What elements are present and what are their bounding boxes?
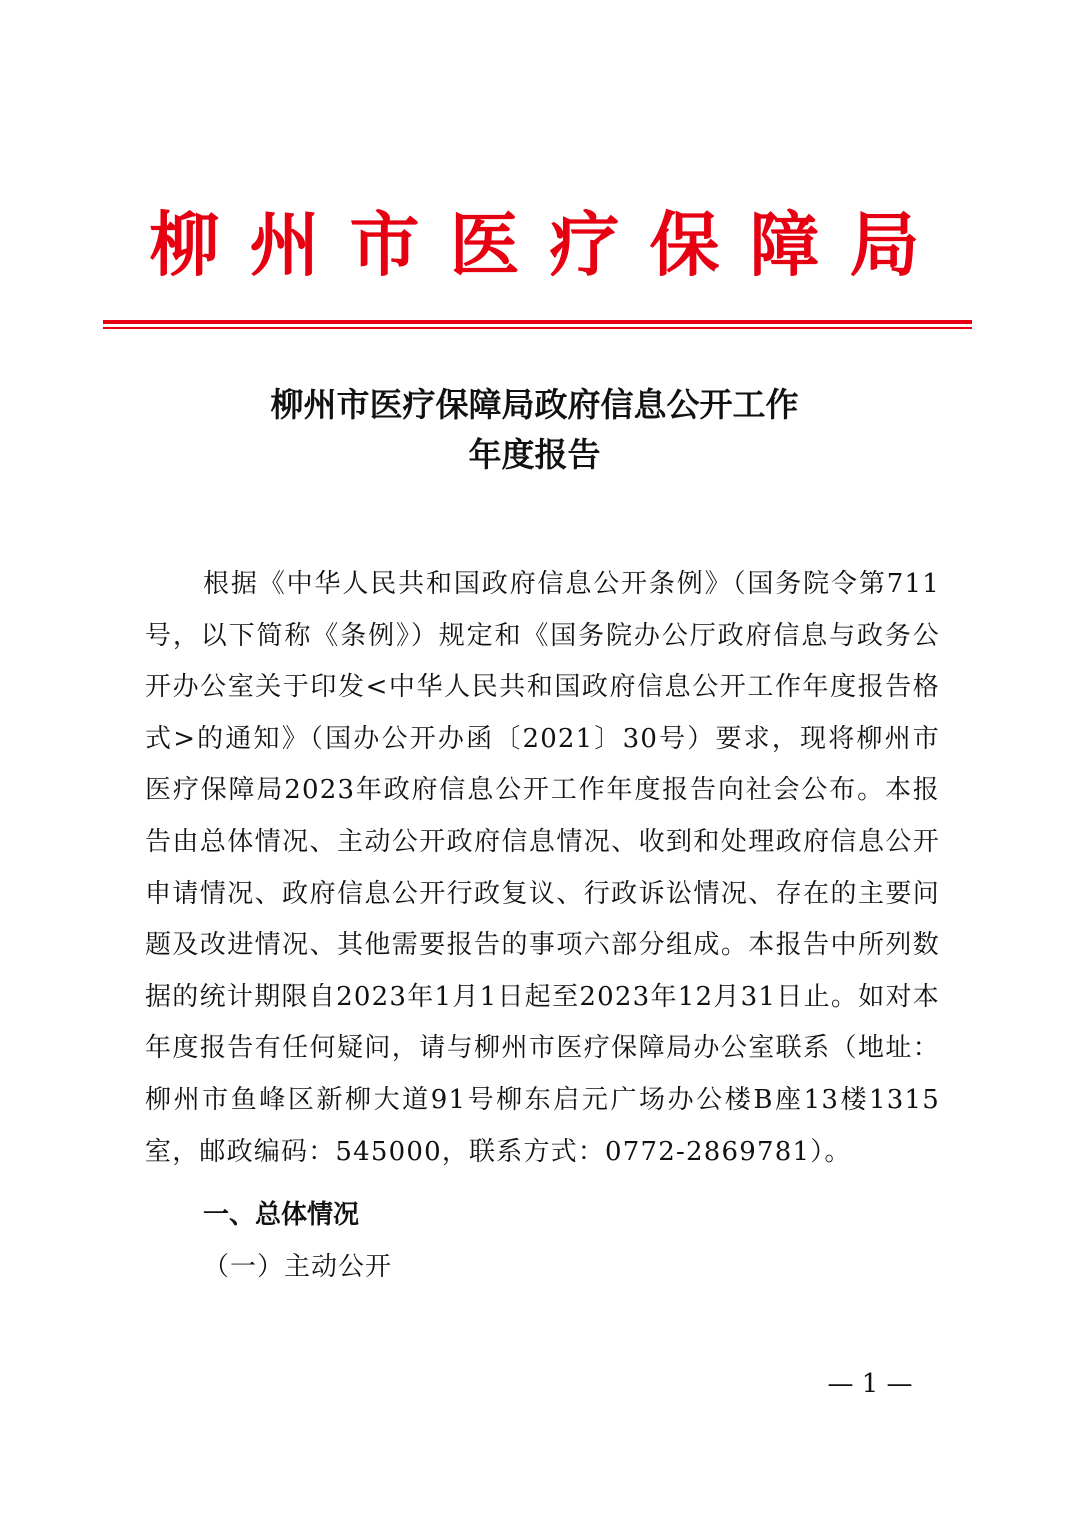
document-title-line-1: 柳州市医疗保障局政府信息公开工作	[270, 385, 799, 424]
subsection-heading-proactive-disclosure: （一）主动公开	[203, 1252, 393, 1282]
intro-paragraph: 根据《中华人民共和国政府信息公开条例》（国务院令第711号，以下简称《条例》）规定和《国务院办公厅政府信息与政务公开办公室关于印发<中华人民共和国政府信息公开工作年度报告格式>的通知》（国办公开办函〔2021〕30号）要求，现将柳州市医疗保障局2023年政府信息公开工作年度报告向社会公布。本报告由总体情况、主动公开政府信息情况、收到和处理政府信息公开申请情况、政府信息公开行政复议、行政诉讼情况、存在的主要问题及改进情况、其他需要报告的事项六部分组成。本报告中所列数据的统计期限自2023年1月1日起至2023年12月31日止。如对本年度报告有任何疑问，请与柳州市医疗保障局办公室联系（地址：柳州市鱼峰区新柳大道91号柳东启元广场办公楼B座13楼1315室，邮政编码：545000，联系方式：0772-2869781）。	[145, 569, 940, 1167]
letterhead-org-name: 柳州市医疗保障局	[149, 203, 950, 286]
document-title-line-2: 年度报告	[468, 435, 601, 474]
page-number: — 1 —	[827, 1369, 913, 1399]
letterhead-divider-thick	[103, 320, 972, 324]
document-title	[0, 380, 1069, 480]
letterhead-divider-thin	[103, 327, 972, 329]
section-heading-overview: 一、总体情况	[203, 1200, 360, 1230]
